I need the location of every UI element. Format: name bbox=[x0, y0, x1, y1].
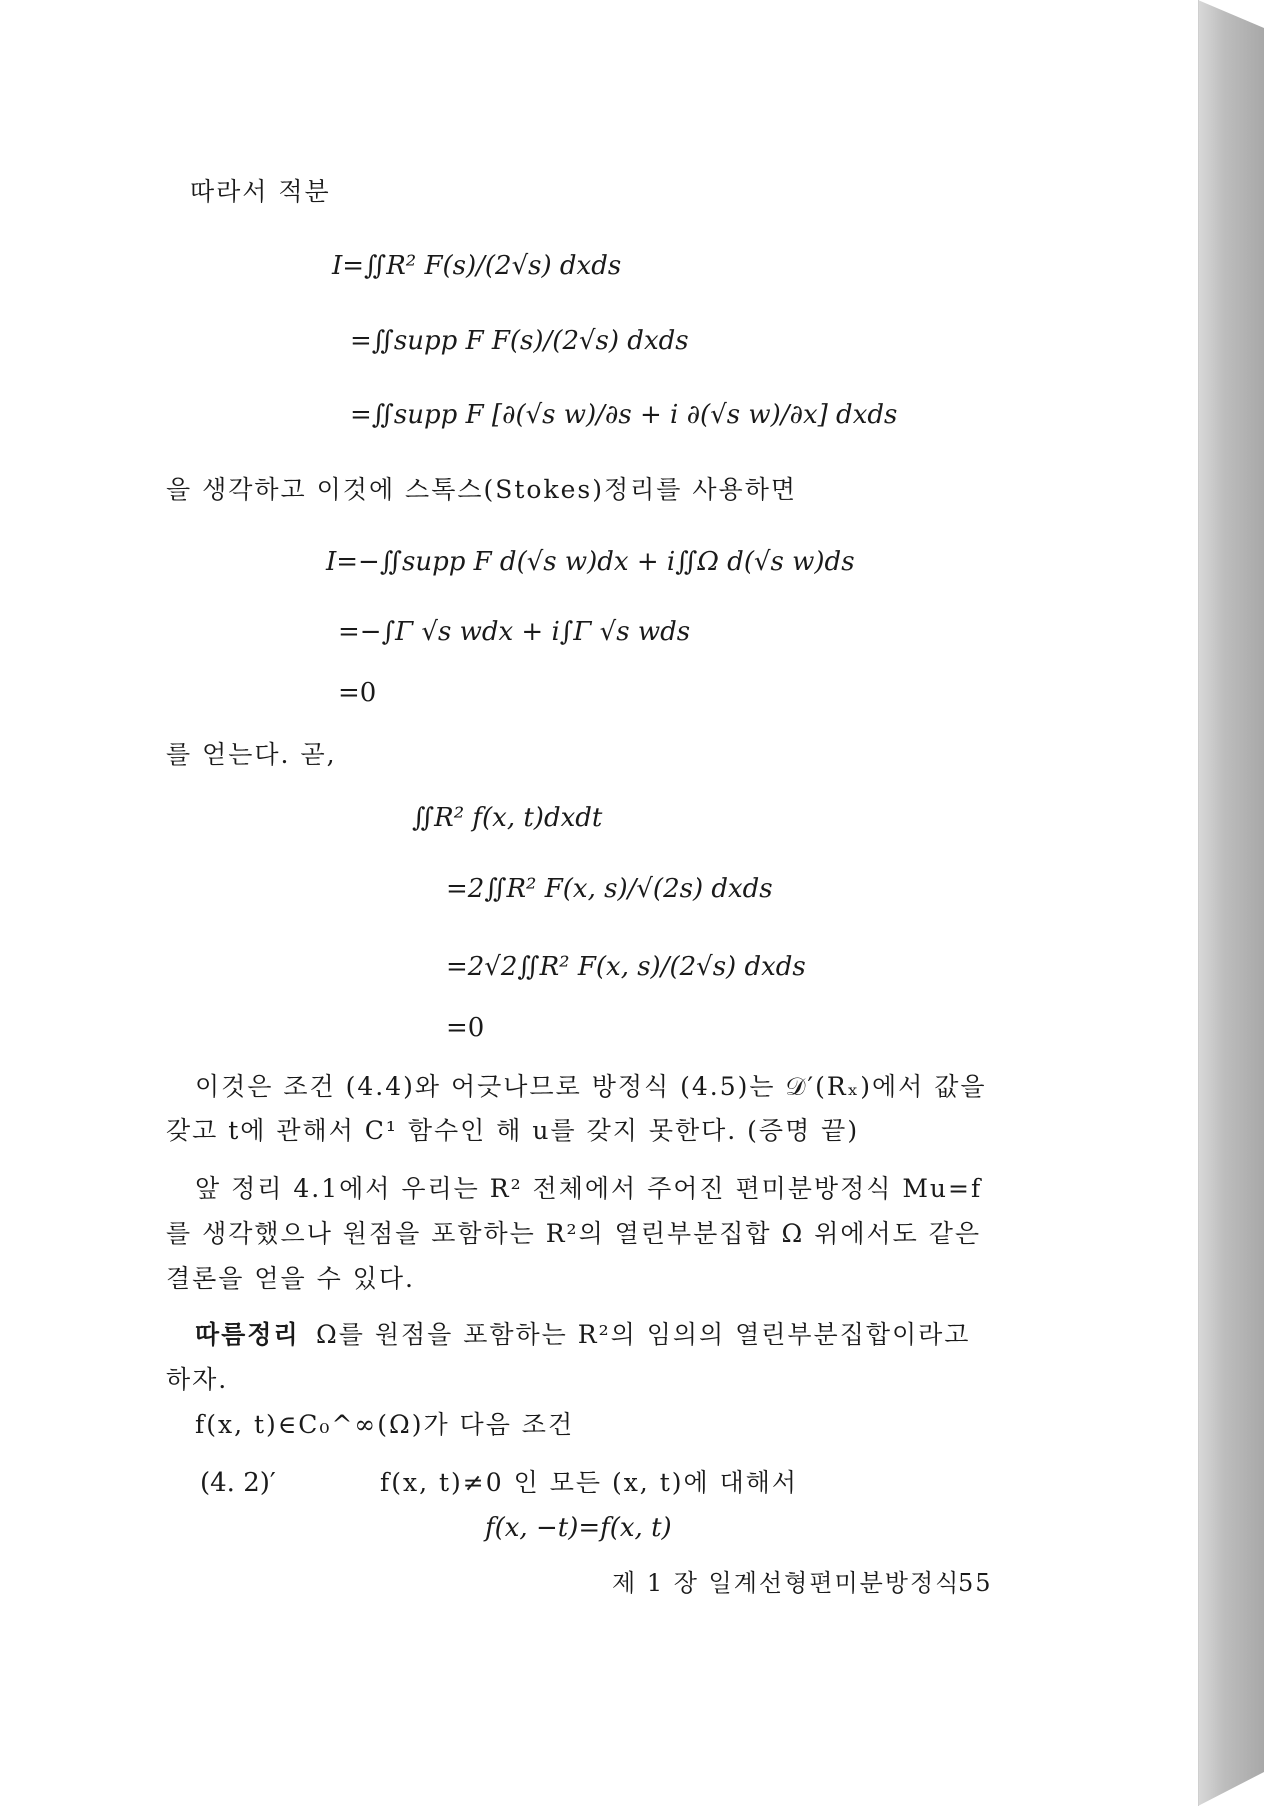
corollary-label: 따름정리 bbox=[195, 1320, 300, 1349]
paragraph-2-line-2: 를 생각했으나 원점을 포함하는 R²의 열린부분집합 Ω 위에서도 같은 bbox=[166, 1219, 982, 1248]
equation-1-line-3: =∬supp F [∂(√s w)/∂s + i ∂(√s w)/∂x] dxds bbox=[350, 400, 898, 430]
paragraph-1-line-2: 갖고 t에 관해서 C¹ 함수인 해 u를 갖지 못한다. (증명 끝) bbox=[166, 1116, 860, 1145]
paragraph-1-line-1: 이것은 조건 (4.4)와 어긋나므로 방정식 (4.5)는 𝒟′(Rₓ)에서 값을 bbox=[195, 1072, 987, 1101]
corollary-line-1: Ω를 원점을 포함하는 R²의 임의의 열린부분집합이라고 bbox=[316, 1320, 971, 1349]
footer-chapter: 제 1 장 일계선형편미분방정식 bbox=[612, 1569, 961, 1597]
corollary-line-2: 하자. bbox=[166, 1365, 229, 1394]
equation-2-line-3: =0 bbox=[338, 678, 377, 708]
book-edge bbox=[1198, 0, 1264, 1806]
equation-1-line-2: =∬supp F F(s)/(2√s) dxds bbox=[350, 326, 689, 356]
stokes-sentence: 을 생각하고 이것에 스톡스(Stokes)정리를 사용하면 bbox=[166, 475, 797, 504]
intro-text: 따라서 적분 bbox=[190, 177, 331, 206]
equation-3-line-3: =2√2∬R² F(x, s)/(2√s) dxds bbox=[446, 952, 806, 982]
equation-1-line-1: I=∬R² F(s)/(2√s) dxds bbox=[332, 251, 622, 281]
condition-line-1: f(x, t)≠0 인 모든 (x, t)에 대해서 bbox=[380, 1468, 799, 1497]
equation-2-line-2: =−∫Γ √s wdx + i∫Γ √s wds bbox=[338, 617, 691, 647]
obtain-sentence: 를 얻는다. 곧, bbox=[166, 740, 337, 769]
paragraph-2-line-1: 앞 정리 4.1에서 우리는 R² 전체에서 주어진 편미분방정식 Mu=f bbox=[195, 1174, 983, 1203]
condition-line-2: f(x, −t)=f(x, t) bbox=[485, 1513, 672, 1543]
equation-3-line-4: =0 bbox=[446, 1013, 485, 1043]
condition-intro: f(x, t)∈C₀^∞(Ω)가 다음 조건 bbox=[195, 1410, 575, 1439]
equation-3-line-1: ∬R² f(x, t)dxdt bbox=[412, 803, 603, 833]
equation-3-line-2: =2∬R² F(x, s)/√(2s) dxds bbox=[446, 874, 773, 904]
equation-2-line-1: I=−∬supp F d(√s w)dx + i∬Ω d(√s w)ds bbox=[326, 547, 855, 577]
paragraph-2-line-3: 결론을 얻을 수 있다. bbox=[166, 1264, 415, 1293]
page-number: 55 bbox=[958, 1569, 993, 1597]
condition-number: (4. 2)′ bbox=[200, 1468, 276, 1498]
